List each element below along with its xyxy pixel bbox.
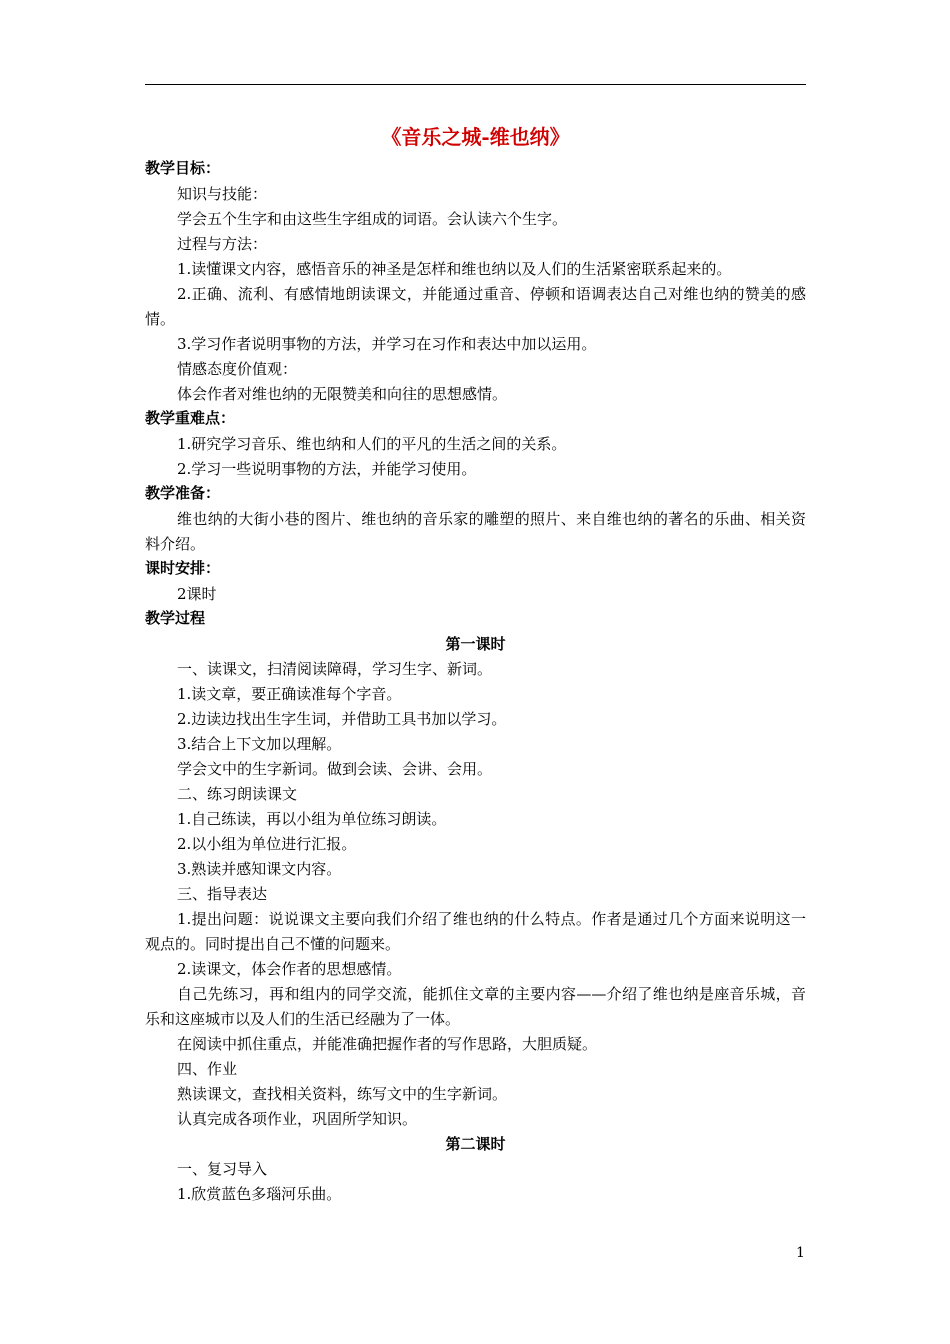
paragraph: 1.读文章，要正确读准每个字音。 <box>177 685 402 703</box>
page-number: 1 <box>796 1245 805 1261</box>
lesson-heading: 第二课时 <box>445 1135 506 1153</box>
section-heading-process: 教学过程 <box>145 609 206 627</box>
paragraph: 2课时 <box>177 585 217 603</box>
paragraph: 3.学习作者说明事物的方法，并学习在习作和表达中加以运用。 <box>177 335 597 353</box>
paragraph: 体会作者对维也纳的无限赞美和向往的思想感情。 <box>177 385 508 403</box>
paragraph: 认真完成各项作业，巩固所学知识。 <box>177 1110 418 1128</box>
paragraph: 1.自己练读，再以小组为单位练习朗读。 <box>177 810 447 828</box>
paragraph: 二、练习朗读课文 <box>177 785 298 803</box>
paragraph: 知识与技能： <box>177 185 268 203</box>
section-heading-goals: 教学目标： <box>145 159 221 177</box>
paragraph: 2.读课文，体会作者的思想感情。 <box>177 960 402 978</box>
paragraph: 3.熟读并感知课文内容。 <box>177 860 342 878</box>
section-heading-key-points: 教学重难点： <box>145 409 236 427</box>
paragraph: 三、指导表达 <box>177 885 268 903</box>
paragraph: 2.边读边找出生字生词，并借助工具书加以学习。 <box>177 710 507 728</box>
header-rule <box>145 84 806 85</box>
paragraph: 一、读课文，扫清阅读障碍，学习生字、新词。 <box>177 660 493 678</box>
lesson-heading: 第一课时 <box>445 635 506 653</box>
paragraph: 学会五个生字和由这些生字组成的词语。会认读六个生字。 <box>177 210 568 228</box>
paragraph: 学会文中的生字新词。做到会读、会讲、会用。 <box>177 760 493 778</box>
paragraph: 2.以小组为单位进行汇报。 <box>177 835 357 853</box>
paragraph: 1.读懂课文内容，感悟音乐的神圣是怎样和维也纳以及人们的生活紧密联系起来的。 <box>177 260 732 278</box>
document-body <box>145 122 806 1207</box>
paragraph: 自己先练习，再和组内的同学交流，能抓住文章的主要内容——介绍了维也纳是座音乐城，音乐和这座城市以及人们的生活已经融为了一体。 <box>145 985 806 1028</box>
paragraph: 2.学习一些说明事物的方法，并能学习使用。 <box>177 460 477 478</box>
section-heading-schedule: 课时安排： <box>145 559 221 577</box>
document-title: 《音乐之城-维也纳》 <box>381 125 570 149</box>
section-heading-preparation: 教学准备： <box>145 484 221 502</box>
paragraph: 四、作业 <box>177 1060 238 1078</box>
paragraph: 2.正确、流利、有感情地朗读课文，并能通过重音、停顿和语调表达自己对维也纳的赞美的感情。 <box>145 285 806 328</box>
paragraph: 在阅读中抓住重点，并能准确把握作者的写作思路，大胆质疑。 <box>177 1035 598 1053</box>
paragraph: 3.结合上下文加以理解。 <box>177 735 342 753</box>
paragraph: 维也纳的大街小巷的图片、维也纳的音乐家的雕塑的照片、来自维也纳的著名的乐曲、相关资料介绍。 <box>145 510 806 553</box>
paragraph: 情感态度价值观： <box>177 360 298 378</box>
paragraph: 1.欣赏蓝色多瑙河乐曲。 <box>177 1185 342 1203</box>
paragraph: 1.提出问题：说说课文主要向我们介绍了维也纳的什么特点。作者是通过几个方面来说明这一观点的。同时提出自己不懂的问题来。 <box>145 910 806 953</box>
paragraph: 熟读课文，查找相关资料，练写文中的生字新词。 <box>177 1085 508 1103</box>
paragraph: 1.研究学习音乐、维也纳和人们的平凡的生活之间的关系。 <box>177 435 567 453</box>
paragraph: 过程与方法： <box>177 235 268 253</box>
paragraph: 一、复习导入 <box>177 1160 268 1178</box>
